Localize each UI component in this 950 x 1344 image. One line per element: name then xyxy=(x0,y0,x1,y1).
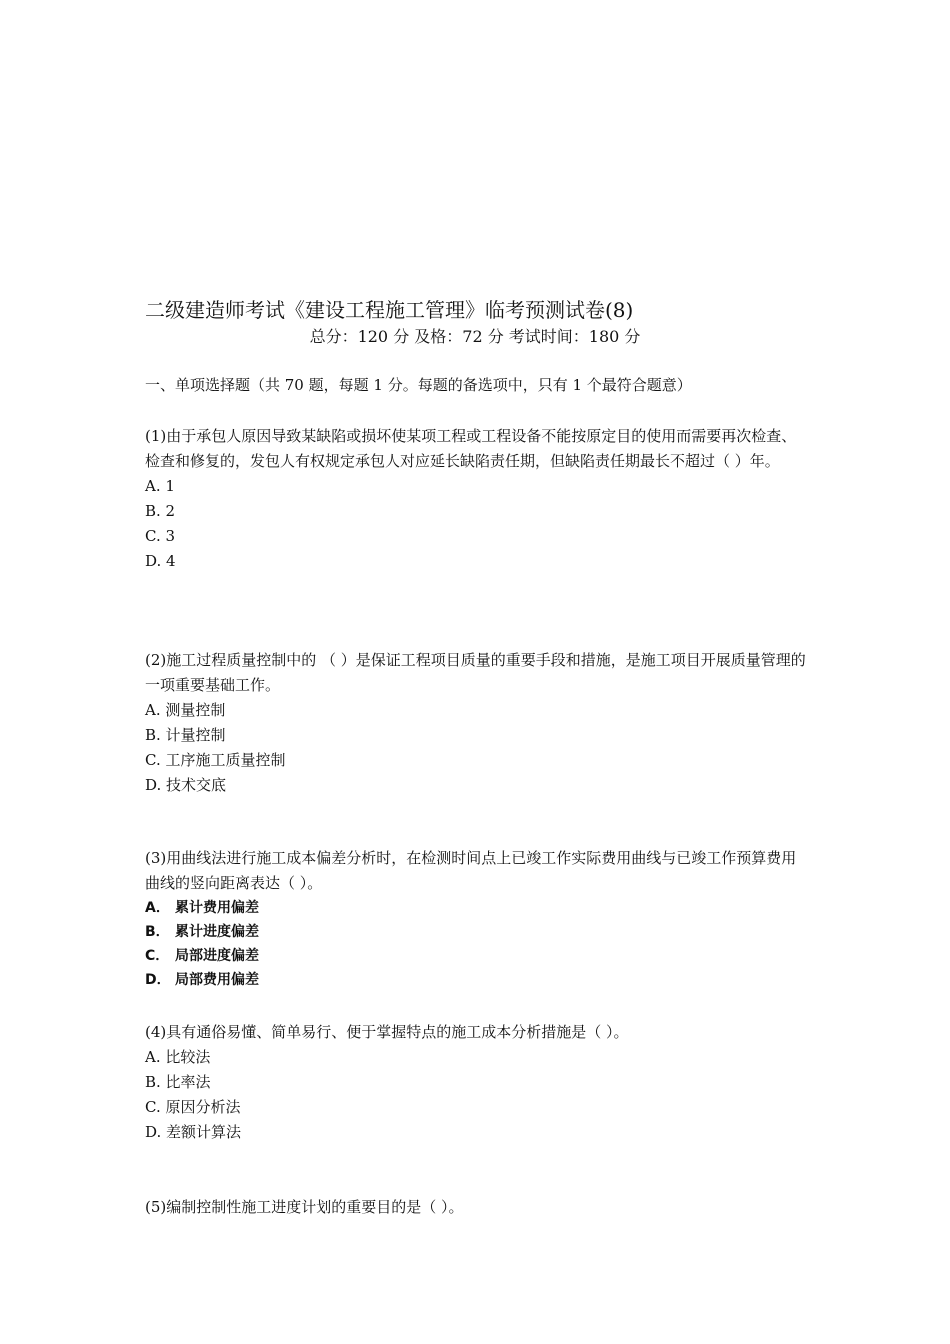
option-text: 局部进度偏差 xyxy=(175,948,259,964)
option-text: 局部费用偏差 xyxy=(175,972,259,988)
option-b: B. 比率法 xyxy=(145,1073,211,1091)
question-stem: (1)由于承包人原因导致某缺陷或损坏使某项工程或工程设备不能按原定目的使用而需要再次检查、检查和修复的，发包人有权规定承包人对应延长缺陷责任期，但缺陷责任期最长不超过（ ）年。 xyxy=(145,427,797,470)
question-stem: (4)具有通俗易懂、简单易行、便于掌握特点的施工成本分析措施是（ ）。 xyxy=(145,1023,629,1041)
option-d xyxy=(145,968,810,992)
option-b xyxy=(145,920,810,944)
option-label: C． xyxy=(145,948,170,964)
option-b: B. 计量控制 xyxy=(145,726,226,744)
question-stem: (5)编制控制性施工进度计划的重要目的是（ ）。 xyxy=(145,1198,464,1216)
option-text: 累计进度偏差 xyxy=(175,924,259,940)
option-label: B． xyxy=(145,924,170,940)
section-header: 一、单项选择题（共 70 题，每题 1 分。每题的备选项中，只有 1 个最符合题意） xyxy=(145,376,692,394)
option-c: C. 工序施工质量控制 xyxy=(145,751,286,769)
option-d: D. 4 xyxy=(145,552,176,570)
option-label: D． xyxy=(145,972,171,988)
question-5 xyxy=(145,1195,810,1220)
option-d: D. 技术交底 xyxy=(145,776,227,794)
option-a xyxy=(145,896,810,920)
exam-title: 二级建造师考试《建设工程施工管理》临考预测试卷(8) xyxy=(145,298,634,322)
question-2 xyxy=(145,648,810,798)
option-c: C. 3 xyxy=(145,527,176,545)
question-stem: (3)用曲线法进行施工成本偏差分析时，在检测时间点上已竣工作实际费用曲线与已竣工作预算费用曲线的竖向距离表达（ ）。 xyxy=(145,849,797,892)
option-c: C. 原因分析法 xyxy=(145,1098,241,1116)
option-d: D. 差额计算法 xyxy=(145,1123,242,1141)
option-b: B. 2 xyxy=(145,502,176,520)
question-4 xyxy=(145,1020,810,1145)
option-a: A. 测量控制 xyxy=(145,701,226,719)
option-c xyxy=(145,944,810,968)
exam-score-info: 总分：120 分 及格：72 分 考试时间：180 分 xyxy=(309,327,641,346)
option-text: 累计费用偏差 xyxy=(175,900,259,916)
question-3 xyxy=(145,846,810,992)
question-1 xyxy=(145,424,810,574)
option-a: A. 比较法 xyxy=(145,1048,211,1066)
option-a: A. 1 xyxy=(145,477,175,495)
option-label: A． xyxy=(145,900,170,916)
question-stem: (2)施工过程质量控制中的 （ ）是保证工程项目质量的重要手段和措施，是施工项目开展质量管理的一项重要基础工作。 xyxy=(145,651,806,694)
